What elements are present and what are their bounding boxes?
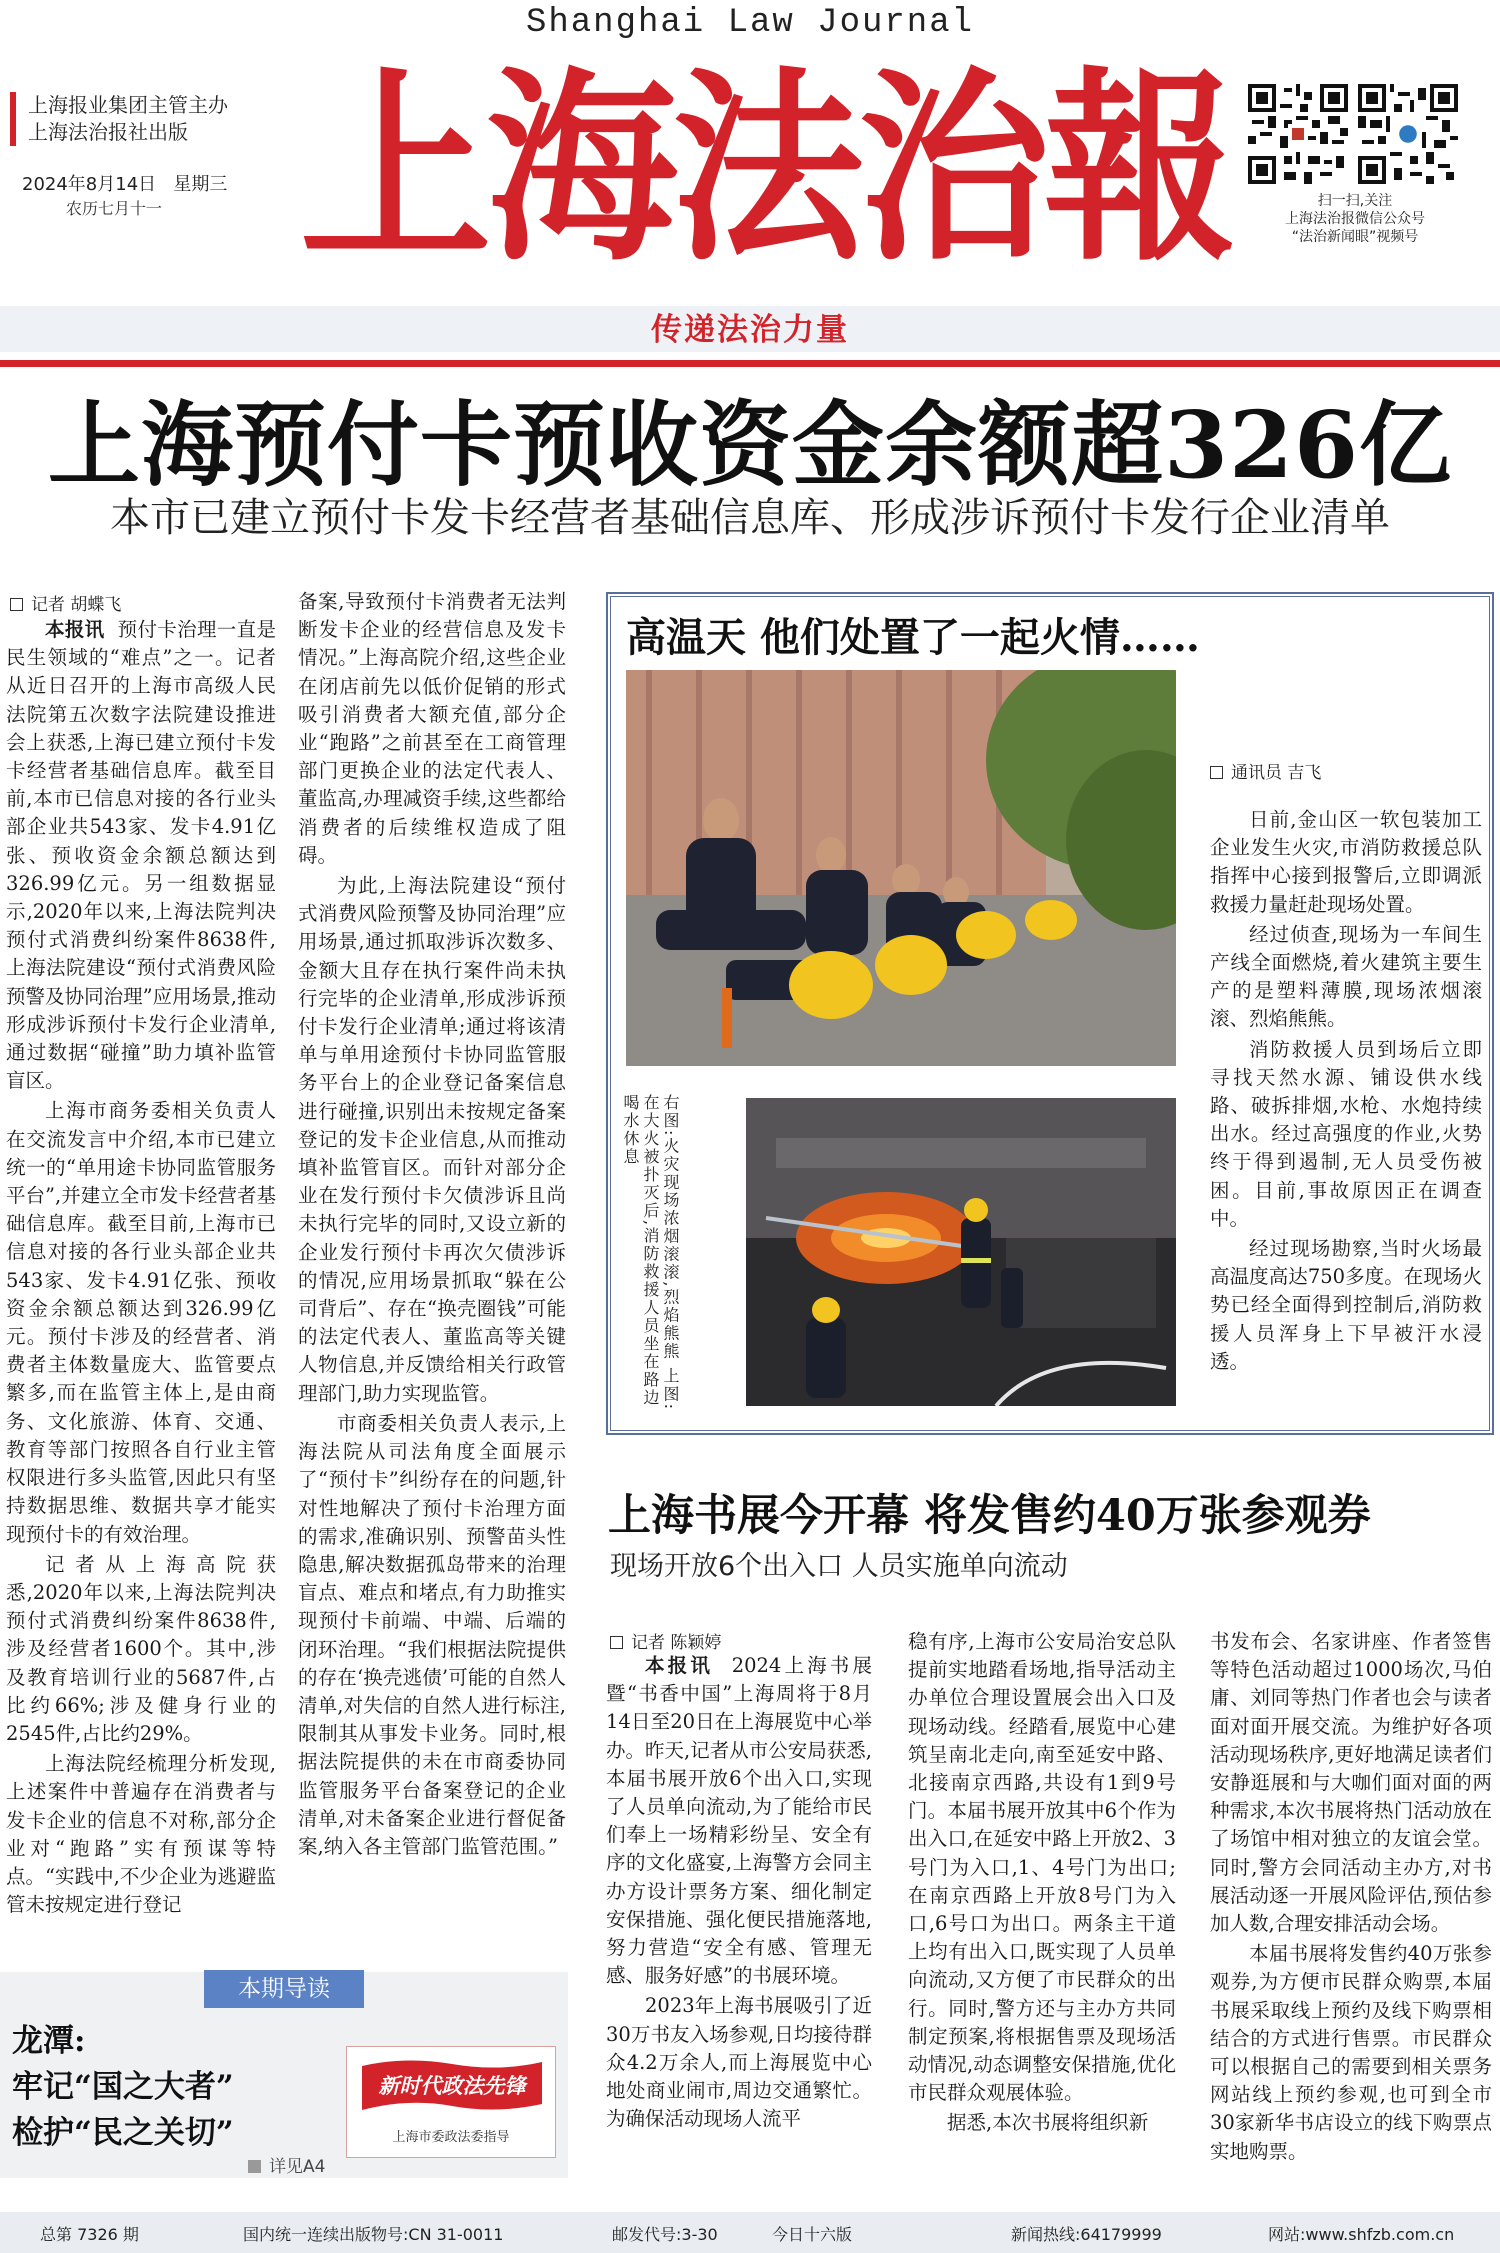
article-paragraph: 本届书展将发售约40万张参观券,为方便市民群众购票,本届书展采取线上预约及线下购票相结合的方式进行售票。市民群众可以根据自己的需要到相关票务网站线上预约参观,也可到全市30家新华书店设立的线下购票点实地购票。 — [1210, 1942, 1492, 2163]
article-column — [908, 1628, 1176, 2192]
dateline-label: 本报讯 — [45, 618, 105, 641]
slogan: 传递法治力量 — [651, 312, 849, 348]
red-flag-banner-icon — [356, 2056, 548, 2118]
dateline-label: 本报讯 — [645, 1654, 713, 1677]
cn-serial-number: 国内统一连续出版物号:CN 31-0011 — [243, 2225, 504, 2244]
main-subheadline: 本市已建立预付卡发卡经营者基础信息库、形成涉诉预付卡发行企业清单 — [110, 495, 1390, 541]
news-hotline: 新闻热线:64179999 — [1011, 2225, 1162, 2244]
page-reference-text: 详见A4 — [269, 2157, 326, 2177]
article-paragraph: 消防救援人员到场后立即寻找天然水源、铺设供水线路、破拆排烟,水枪、水炮持续出水。经过高强度的作业,火势终于得到遏制,无人员受伤被困。目前,事故原因正在调查中。 — [1210, 1037, 1482, 1230]
masthead-divider — [0, 360, 1500, 367]
video-channel-qr-code — [1358, 84, 1458, 184]
article-paragraph: 上海市商务委相关负责人在交流发言中介绍,本市已建立统一的“单用途卡协同监管服务平台”,并建立全市发卡经营者基础信息库。截至目前,上海市已信息对接的各行业头部企业共543家、发卡4.91亿张、预收资金余额总额达到326.99亿元。预付卡涉及的经营者、消费者主体数量庞大、监管要点繁多,而在监管主体上,是由商务、文化旅游、体育、交通、教育等部门按照各自行业主管权限进行多头监管,因此只有坚持数据思维、数据共享才能实现预付卡的有效治理。 — [6, 1099, 276, 1546]
reporter-byline — [610, 1628, 721, 1653]
guide-title-line: 牢记“国之大者” — [12, 2069, 234, 2105]
main-headline: 上海预付卡预收资金余额超326亿 — [47, 391, 1453, 499]
article-paragraph: 稳有序,上海市公安局治安总队提前实地踏看场地,指导活动主办单位合理设置展会出入口及现场动线。经踏看,展览中心建筑呈南北走向,南至延安中路、北接南京西路,共设有1到9号门。本届书展开放其中6个作为出入口,在延安中路上开放2、3号门为入口,1、4号门为出口;在南京西路上开放8号门为入口,6号口为出口。两条主干道上均有出入口,既实现了人员单向流动,又方便了市民群众的出行。同时,警方还与主办方共同制定预案,将根据售票及现场活动情况,动态调整安保措施,优化市民群众观展体验。 — [908, 1630, 1176, 2105]
reporter-name: 记者 胡蝶飞 — [31, 595, 122, 615]
qr-caption — [1240, 192, 1470, 246]
weekday: 星期三 — [173, 174, 228, 195]
article-paragraph: 书发布会、名家讲座、作者签售等特色活动超过1000场次,马伯庸、刘同等热门作者也会与读者面对面开展交流。为维护好各项活动现场秩序,更好地满足读者们安静逛展和与大咖们面对面的两种需求,本次书展将热门活动放在了场馆中相对独立的友谊会堂。同时,警方会同活动主办方,对书展活动逐一开展风险评估,预估参加人数,合理安排活动会场。 — [1210, 1630, 1492, 1936]
date: 2024年8月14日 — [22, 174, 157, 195]
article-paragraph: 2023年上海书展吸引了近30万书友入场参观,日均接待群众4.2万余人,而上海展览中心地处商业闹市,周边交通繁忙。为确保活动现场人流平 — [606, 1994, 872, 2131]
postal-code: 邮发代号:3-30 — [612, 2225, 718, 2244]
page-reference[interactable] — [248, 2152, 325, 2177]
square-icon — [248, 2160, 261, 2173]
lunar-date: 农历七月十一 — [66, 199, 163, 218]
photo-caption: 右图:火灾现场浓烟滚滚,烈焰熊熊 上图:在大火被扑灭后,消防救援人员坐在路边喝水休息 — [621, 1094, 680, 1411]
issue-number: 总第 7326 期 — [40, 2225, 139, 2244]
article-column — [6, 616, 276, 1926]
fire-story-title: 高温天 他们处置了一起火情…… — [626, 614, 1200, 661]
issue-guide-title[interactable] — [12, 2018, 234, 2156]
correspondent-name: 通讯员 吉飞 — [1231, 763, 1322, 783]
wechat-qr-code — [1248, 84, 1348, 184]
english-title: Shanghai Law Journal — [525, 4, 975, 42]
article-paragraph: 市商委相关负责人表示,上海法院从司法角度全面展示了“预付卡”纠纷存在的问题,针对性地解决了预付卡治理方面的需求,准确识别、预警苗头性隐患,解决数据孤岛带来的治理盲点、难点和堵点,有力助推实现预付卡前端、中端、后端的闭环治理。“我们根据法院提供的存在‘换壳逃债’可能的自然人清单,对失信的自然人进行标注,限制其从事发卡业务。同时,根据法院提供的未在市商委协同监管服务平台备案登记的企业清单,对未备案企业进行督促备案,纳入各主管部门监管范围。” — [298, 1411, 566, 1858]
book-fair-title: 上海书展今开幕 将发售约40万张参观券 — [608, 1491, 1371, 1541]
publisher-info — [10, 92, 228, 146]
book-fair-subtitle: 现场开放6个出入口 人员实施单向流动 — [610, 1551, 1068, 1582]
article-column — [298, 588, 566, 1924]
correspondent-byline — [1210, 758, 1321, 783]
issue-date — [22, 170, 227, 196]
article-paragraph: 日前,金山区一软包装加工企业发生火灾,市消防救援总队指挥中心接到报警后,立即调派救援力量赶赴现场处置。 — [1210, 808, 1482, 916]
reporter-name: 记者 陈颖婷 — [631, 1633, 722, 1653]
article-paragraph: 记者从上海高院获悉,2020年以来,上海法院判决预付式消费纠纷案件8638件,涉及经营者1600个。其中,涉及教育培训行业的5687件,占比约66%;涉及健身行业的2545件,占比约29%。 — [6, 1552, 276, 1745]
byline-box-icon — [610, 1636, 623, 1649]
article-paragraph: 经过侦查,现场为一车间生产线全面燃烧,着火建筑主要生产的是塑料薄膜,现场浓烟滚滚、烈焰熊熊。 — [1210, 922, 1482, 1031]
article-paragraph: 为此,上海法院建设“预付式消费风险预警及协同治理”应用场景,通过抓取涉诉次数多、金额大且存在执行案件尚未执行完毕的企业清单,形成涉诉预付卡发行企业清单;通过将该清单与单用途预付卡协同监管服务平台上的企业登记备案信息进行碰撞,识别出未按规定备案登记的发卡企业信息,从而推动填补监管盲区。而针对部分企业在发行预付卡欠债涉诉且尚未执行完毕的同时,又设立新的企业发行预付卡再次欠债涉诉的情况,应用场景抓取“躲在公司背后”、存在“换壳圈钱”可能的法定代表人、董监高等关键人物信息,并反馈给相关行政管理部门,助力实现监管。 — [298, 874, 566, 1405]
article-paragraph: 备案,导致预付卡消费者无法判断发卡企业的经营信息及发卡情况。”上海高院介绍,这些企业在闭店前先以低价促销的形式吸引消费者大额充值,部分企业“跑路”之前甚至在工商管理部门更换企业的法定代表人、董监高,办理减资手续,这些都给消费者的后续维权造成了阻碍。 — [298, 590, 566, 867]
article-column — [606, 1652, 872, 2192]
article-column — [1210, 1628, 1492, 2192]
qr-caption-line: 上海法治报微信公众号 — [1285, 211, 1425, 227]
byline-box-icon — [10, 598, 23, 611]
badge-caption: 上海市委政法委指导 — [392, 2130, 510, 2145]
byline-box-icon — [1210, 766, 1223, 779]
badge-flag-text: 新时代政法先锋 — [378, 2073, 526, 2098]
guide-title-line: 检护“民之关切” — [12, 2115, 234, 2151]
newspaper-logo — [290, 50, 1240, 280]
page-count: 今日十六版 — [772, 2225, 853, 2244]
logo-text: 上海法治報 — [300, 50, 1233, 280]
article-paragraph: 经过现场勘察,当时火场最高温度高达750多度。在现场火势已经全面得到控制后,消防救援人员浑身上下早被汗水浸透。 — [1210, 1237, 1482, 1373]
reporter-byline — [10, 590, 121, 615]
article-paragraph: 据悉,本次书展将组织新 — [947, 2111, 1149, 2135]
publisher-line: 上海报业集团主管主办 — [28, 93, 228, 117]
article-paragraph: 预付卡治理一直是民生领域的“难点”之一。记者从近日召开的上海市高级人民法院第五次数字法院建设推进会上获悉,上海已建立预付卡发卡经营者基础信息库。截至目前,本市已信息对接的各行业头部企业共543家、发卡4.91亿张、预收资金余额总额达到326.99亿元。另一组数据显示,2020年以来,上海法院判决预付式消费纠纷案件8638件,上海法院建设“预付式消费风险预警及协同治理”应用场景,推动形成涉诉预付卡发行企业清单,通过数据“碰撞”助力填补监管盲区。 — [6, 618, 276, 1093]
article-column — [1210, 806, 1482, 1406]
publisher-line: 上海法治报社出版 — [28, 120, 188, 144]
article-paragraph: 2024上海书展暨“书香中国”上海周将于8月14日至20日在上海展览中心举办。昨天,记者从市公安局获悉,本届书展开放6个出入口,实现了人员单向流动,为了能给市民们奉上一场精彩纷呈、安全有序的文化盛宴,上海警方会同主办方设计票务方案、细化制定安保措施、强化便民措施落地,努力营造“安全有感、管理无感、服务好感”的书展环境。 — [606, 1654, 872, 1988]
firefighters-resting-photo — [626, 670, 1176, 1066]
qr-caption-line: “法治新闻眼”视频号 — [1291, 229, 1419, 245]
website-link[interactable]: 网站:www.shfzb.com.cn — [1268, 2225, 1455, 2244]
guide-title-line: 龙潭: — [12, 2023, 86, 2059]
issue-guide-label: 本期导读 — [204, 1970, 364, 2008]
qr-caption-line: 扫一扫,关注 — [1317, 193, 1393, 209]
fire-scene-photo — [746, 1098, 1176, 1406]
article-paragraph: 上海法院经梳理分析发现,上述案件中普遍存在消费者与发卡企业的信息不对称,部分企业对“跑路”实有预谋等特点。“实践中,不少企业为逃避监管未按规定进行登记 — [6, 1752, 276, 1917]
